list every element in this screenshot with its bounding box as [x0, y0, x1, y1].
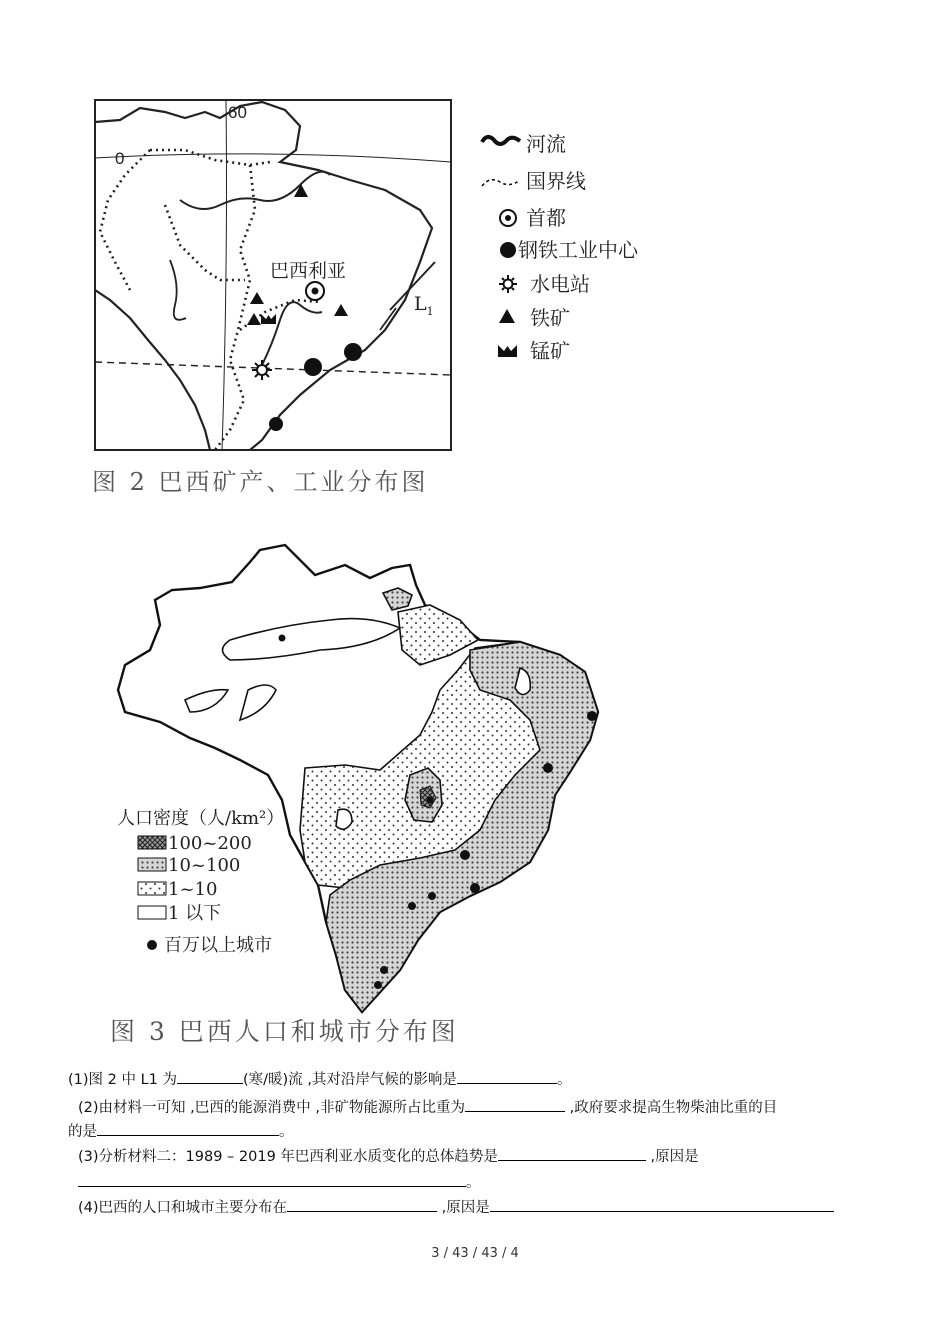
answer-blank[interactable] — [97, 1120, 279, 1136]
legend-label: 10~100 — [168, 855, 241, 876]
question-2-line2: 的是 。 — [68, 1120, 294, 1142]
hydropower-icon — [499, 275, 517, 293]
lon-label: 60 — [228, 103, 247, 122]
river-icon — [482, 137, 520, 144]
steel-center-icon — [500, 242, 516, 258]
brazil-population-map — [0, 530, 950, 1060]
city-dot — [587, 711, 597, 721]
city-dot-icon — [147, 940, 157, 950]
city-dot — [279, 635, 286, 642]
legend-label: 首都 — [526, 206, 566, 230]
city-dot — [470, 883, 480, 893]
fig2-legend — [482, 132, 639, 363]
city-dot — [460, 850, 470, 860]
legend-label: 铁矿 — [530, 306, 570, 330]
legend-title: 人口密度（人/km²） — [117, 808, 285, 829]
blank-icon — [138, 906, 166, 919]
answer-blank[interactable] — [490, 1196, 834, 1212]
legend-label: 河流 — [526, 132, 566, 156]
question-2-line1: (2)由材料一可知 ,巴西的能源消费中 ,非矿物能源所占比重为 ,政府要求提高生物柴油比重的目 — [78, 1096, 777, 1118]
answer-blank[interactable] — [465, 1096, 565, 1112]
city-dot — [380, 966, 388, 974]
lat-label: 0 — [115, 149, 125, 168]
fig3-caption: 图 3 巴西人口和城市分布图 — [110, 1017, 459, 1046]
capital-label: 巴西利亚 — [270, 260, 347, 282]
steel-center-symbol — [344, 343, 362, 361]
hydropower-symbol — [252, 360, 272, 380]
city-dot — [374, 981, 382, 989]
legend-label: 1~10 — [168, 879, 218, 900]
legend-label: 1 以下 — [168, 903, 222, 924]
sparse-dot-icon — [138, 882, 166, 895]
capital-symbol — [306, 282, 324, 300]
legend-label: 锰矿 — [530, 339, 570, 363]
legend-label: 水电站 — [530, 272, 590, 296]
legend-label: 百万以上城市 — [164, 935, 272, 956]
border-icon — [482, 180, 520, 186]
question-3-line2: 。 — [78, 1171, 481, 1193]
steel-center-symbol — [269, 417, 283, 431]
answer-blank[interactable] — [498, 1145, 646, 1161]
fig2-caption: 图 2 巴西矿产、工业分布图 — [92, 468, 429, 496]
lake-2 — [336, 809, 352, 829]
city-dot — [428, 892, 436, 900]
answer-blank[interactable] — [287, 1196, 437, 1212]
question-3-line1: (3)分析材料二：1989 – 2019 年巴西利亚水质变化的总体趋势是 ,原因是 — [78, 1145, 699, 1167]
legend-label: 100~200 — [168, 833, 252, 854]
legend-label: 国界线 — [526, 169, 586, 193]
question-4: (4)巴西的人口和城市主要分布在 ,原因是 — [78, 1196, 834, 1218]
city-dot — [427, 797, 434, 804]
answer-blank[interactable] — [78, 1171, 466, 1187]
manganese-ore-icon — [498, 345, 517, 357]
answer-blank[interactable] — [457, 1068, 557, 1084]
capital-icon — [500, 210, 516, 226]
city-dot — [408, 902, 416, 910]
answer-blank[interactable] — [177, 1068, 243, 1084]
medium-dot-icon — [138, 858, 166, 871]
question-1: (1)图 2 中 L1 为 (寒/暖)流 ,其对沿岸气候的影响是 。 — [68, 1068, 571, 1090]
steel-center-symbol — [304, 358, 322, 376]
page-number: 3 / 43 / 43 / 4 — [431, 1246, 519, 1261]
city-dot — [543, 763, 553, 773]
brazil-mineral-industry-map — [0, 0, 950, 530]
iron-ore-icon — [499, 309, 515, 323]
legend-label: 钢铁工业中心 — [518, 238, 638, 262]
current-label: $L_1$ — [414, 293, 434, 318]
dense-hatch-icon — [138, 836, 166, 849]
